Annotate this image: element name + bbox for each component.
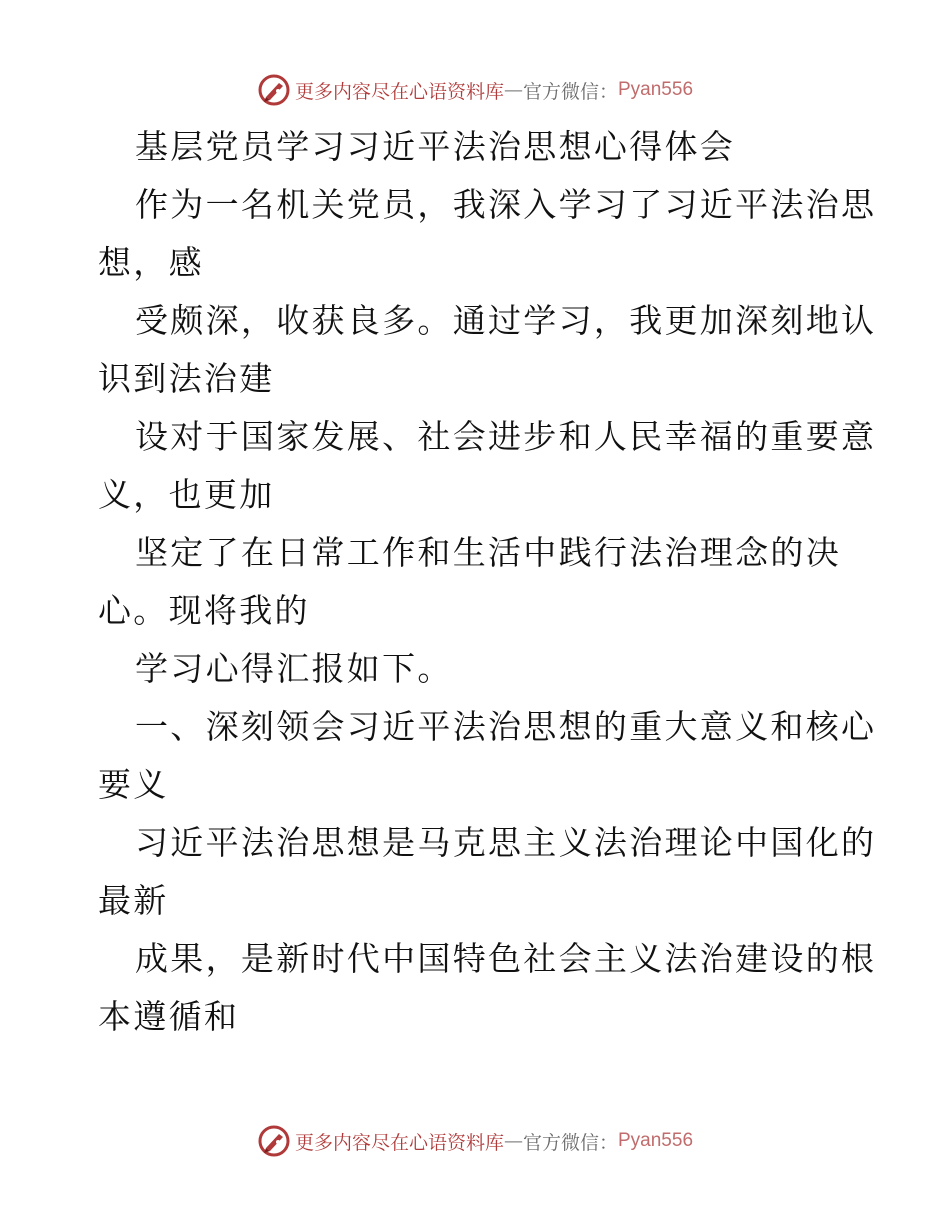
paragraph-line: 义，也更加 <box>98 475 275 514</box>
section-heading-line: 要义 <box>98 765 169 804</box>
header-banner <box>0 72 950 108</box>
paragraph-line: 识到法治建 <box>98 359 275 398</box>
brand-text: 更多内容尽在心语资料库 <box>294 80 504 103</box>
wechat-label: 官方微信： <box>522 80 618 103</box>
paragraph-line: 作为一名机关党员，我深入学习了习近平法治思 <box>135 185 877 224</box>
paragraph-line: 想，感 <box>98 243 204 282</box>
footer-banner <box>0 1123 950 1159</box>
paragraph-line: 成果，是新时代中国特色社会主义法治建设的根 <box>135 939 877 978</box>
banner-separator: — <box>503 79 523 101</box>
paragraph-line: 心。现将我的 <box>98 591 310 630</box>
paragraph-line: 设对于国家发展、社会进步和人民幸福的重要意 <box>135 417 877 456</box>
document-title: 基层党员学习习近平法治思想心得体会 <box>135 127 736 166</box>
paragraph-line: 坚定了在日常工作和生活中践行法治理念的决 <box>135 533 841 572</box>
wechat-label: 官方微信： <box>522 1131 618 1154</box>
pen-logo-icon <box>257 1124 291 1158</box>
paragraph-line: 受颇深，收获良多。通过学习，我更加深刻地认 <box>135 301 877 340</box>
paragraph-line: 习近平法治思想是马克思主义法治理论中国化的 <box>135 823 877 862</box>
wechat-id: Pyan556 <box>618 79 694 100</box>
paragraph-line: 学习心得汇报如下。 <box>135 649 453 688</box>
banner-separator: — <box>503 1130 523 1152</box>
wechat-id: Pyan556 <box>618 1130 694 1151</box>
paragraph-line: 最新 <box>98 881 169 920</box>
pen-logo-icon <box>257 73 291 107</box>
document-body <box>98 118 877 1046</box>
brand-text: 更多内容尽在心语资料库 <box>294 1131 504 1154</box>
section-heading-line: 一、深刻领会习近平法治思想的重大意义和核心 <box>135 707 877 746</box>
paragraph-line: 本遵循和 <box>98 997 240 1036</box>
